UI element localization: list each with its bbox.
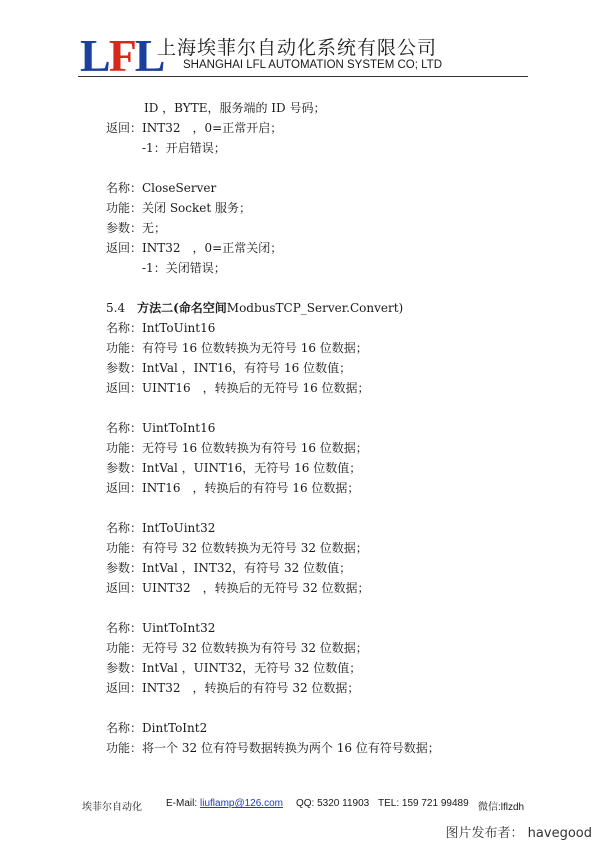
- footer-wechat: 微信:lflzdh: [478, 802, 525, 813]
- text-line: 功能：关闭 Socket 服务；: [106, 201, 251, 215]
- text-line: 参数：IntVal ，INT32，有符号 32 位数值；: [106, 561, 352, 575]
- text-line: -1：开启错误；: [142, 141, 226, 155]
- footer-qq: QQ: 5320 11903: [296, 798, 370, 809]
- text-line: 返回：UINT16 ，转换后的无符号 16 位数据；: [106, 381, 370, 395]
- logo-letter: L: [80, 30, 109, 81]
- blank-line: [106, 698, 546, 718]
- text-line: 名称：UintToInt16: [106, 421, 216, 435]
- document-body: [106, 98, 546, 758]
- text-line: 参数：无；: [106, 221, 167, 235]
- text-line: 返回：INT16 ，转换后的有符号 16 位数据；: [106, 481, 360, 495]
- text-line: 功能：无符号 32 位数转换为有符号 32 位数据；: [106, 641, 368, 655]
- text-line: 参数：IntVal ，UINT32，无符号 32 位数值；: [106, 661, 362, 675]
- text-line: -1：关闭错误；: [142, 261, 226, 275]
- text-line: 参数：IntVal ，INT16，有符号 16 位数值；: [106, 361, 352, 375]
- header-divider: [78, 76, 528, 77]
- blank-line: [106, 398, 546, 418]
- text-line: 功能：无符号 16 位数转换为有符号 16 位数据；: [106, 441, 368, 455]
- text-line: 返回：UINT32 ，转换后的无符号 32 位数据；: [106, 581, 370, 595]
- page-footer: [82, 798, 552, 814]
- text-line: 名称：CloseServer: [106, 181, 217, 195]
- text-line: 名称：IntToUint32: [106, 521, 216, 535]
- text-line: 返回：INT32 ，转换后的有符号 32 位数据；: [106, 681, 360, 695]
- text-line: 名称：IntToUint16: [106, 321, 216, 335]
- text-line: 功能：有符号 32 位数转换为无符号 32 位数据；: [106, 541, 368, 555]
- text-line: 功能：有符号 16 位数转换为无符号 16 位数据；: [106, 341, 368, 355]
- blank-line: [106, 158, 546, 178]
- blank-line: [106, 598, 546, 618]
- footer-tel: TEL: 159 721 99489: [378, 798, 469, 809]
- section-title-bold: 方法二(命名空间: [137, 301, 227, 315]
- blank-line: [106, 278, 546, 298]
- publisher-watermark: 图片发布者： havegood: [445, 826, 592, 841]
- text-line: 参数：IntVal ，UINT16，无符号 16 位数值；: [106, 461, 362, 475]
- text-line: ID ，BYTE，服务端的 ID 号码；: [144, 101, 326, 115]
- footer-company: 埃菲尔自动化: [82, 802, 142, 813]
- section-title-rest: ModbusTCP_Server.Convert): [226, 301, 404, 315]
- company-name-chinese: 上海埃菲尔自动化系统有限公司: [157, 37, 438, 59]
- text-line: 返回：INT32 ，0=正常关闭；: [106, 241, 283, 255]
- page-header: [0, 0, 600, 80]
- section-heading: [106, 298, 546, 318]
- footer-email-link[interactable]: liuflamp@126.com: [200, 798, 283, 809]
- text-line: 返回：INT32 ，0=正常开启；: [106, 121, 283, 135]
- logo-letter: F: [108, 30, 135, 81]
- company-logo: [80, 30, 164, 81]
- text-line: 功能：将一个 32 位有符号数据转换为两个 16 位有符号数据；: [106, 741, 440, 755]
- text-line: 名称：UintToInt32: [106, 621, 216, 635]
- blank-line: [106, 498, 546, 518]
- section-number: 5.4: [106, 301, 126, 315]
- footer-email-label: E-Mail:: [166, 798, 198, 809]
- logo-letter: L: [134, 30, 164, 81]
- text-line: 名称：DintToInt2: [106, 721, 208, 735]
- company-name-english: SHANGHAI LFL AUTOMATION SYSTEM CO; LTD: [183, 59, 443, 71]
